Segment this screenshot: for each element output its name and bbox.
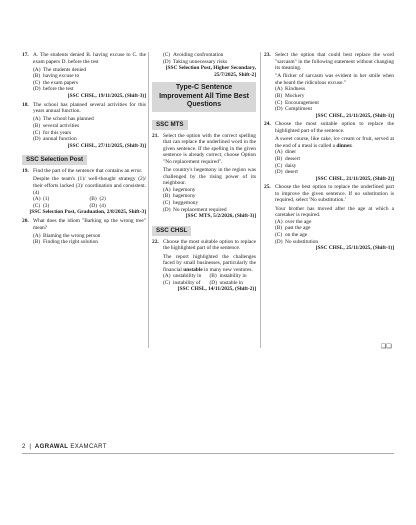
question-text: The school has planned several activities for this years annual function. [33,101,146,115]
question-source: [SSC CHSL, 25/11/2025, (Shift-1)] [315,245,394,252]
question-18 [22,102,146,150]
question-source: [SSC MTS, 5/2/2026, (Shift-3)] [185,213,256,220]
option: (D) Compliment [275,106,312,113]
column-right [264,52,394,254]
option: (D) No substitution [275,238,319,245]
option-row [152,273,256,280]
option: (B) past the age [275,225,311,232]
question-number: 19. [22,168,29,175]
question-20-continued [152,52,256,78]
question-text: Choose the most suitable option to replace the highlighted part of the sentence. [163,238,256,252]
question-number: 18. [22,101,29,108]
option-row [22,196,146,203]
option: (C) for this years [33,129,72,136]
question-text: Choose the most suitable option to replace the highlighted part of the sentence. [275,121,394,135]
question-number: 25. [264,184,271,191]
question-21 [152,133,256,220]
question-body: The report highlighted the challenges faced by small businesses, particularly the financial unstable in many new ventures. [163,253,256,273]
question-23 [264,52,394,119]
option: (C) on the age [275,231,308,238]
column-middle [152,52,256,295]
option: (D) annual function [33,136,77,143]
option: (B) (2) [89,196,106,203]
question-text: Find the part of the sentence that contains an error. [33,168,143,175]
question-number: 23. [264,52,271,58]
question-body: Despite the team's (1)/ well-thought strategy (2)/ their efforts lacked (3)/ coordination and consistent. (4) [33,176,146,196]
question-19 [22,168,146,216]
page-number: 2 [22,444,26,450]
option: (A) diner [275,149,297,156]
option: (D) before the test [33,86,74,93]
question-17 [22,52,146,100]
exam-header: SSC CHSL [152,226,191,236]
question-24 [264,121,394,182]
option: (D) desert [275,169,298,176]
option: (B) Finding the right solution [33,239,98,246]
column-left [22,52,146,246]
question-text: Select the option that could best replace the word "sarcasm" in the following statement without changing its meaning. [275,52,394,72]
option: (A) (1) [33,196,50,203]
option: (D) Taking unnecessary risks [163,58,228,65]
option: (B) dessert [275,155,300,162]
option: (C) Encouragement [275,99,319,106]
option: (B) hagemony [163,193,196,200]
question-22 [152,239,256,293]
option: (B) instability in [209,273,247,280]
question-25 [264,184,394,251]
section-header: SSC Selection Post [22,155,87,165]
question-body: The country's hegemony in the region was challenged by the rising power of its neighbour. [163,167,256,187]
question-source: [SSC CHSL, 14/11/2025, (Shift-2)] [177,286,256,293]
option: (A) Kindness [275,86,306,93]
option: (C) (3) [33,202,50,209]
question-source: [SSC Selection Post, Higher Secondary, 25/7/2025, Shift-2] [165,65,256,78]
question-number: 20. [22,217,29,224]
highlighted-word: unstable [183,266,203,273]
option: (C) the exam papers [33,79,79,86]
option: (C) heggemony [163,200,199,207]
exam-header: SSC MTS [152,120,188,130]
question-20 [22,218,146,246]
option: (D) No replacement required [163,206,227,213]
question-text: Choose the best option to replace the underlined part to improve the given sentence. If no substitution is required, select 'No substitution.' [275,184,394,204]
footer-divider [22,453,394,454]
question-number: 24. [264,121,271,128]
option: (A) Blaming the wrong person [33,232,101,239]
question-text: A. The students denied B. having excuse to C. the exam papers D. before the test [33,52,146,65]
option: (A) over the age [275,218,312,225]
highlighted-word: dinner. [336,142,353,149]
option: (D) unstable in [209,279,244,286]
question-source: [SSC CHSL, 19/11/2025, (Shift-3)] [67,93,146,100]
page-footer [22,443,107,451]
column-divider [260,52,261,348]
option-row [22,203,146,210]
footer-separator: | [29,444,31,450]
option: (B) several activities [33,122,80,129]
section-header: Type-C Sentence Improvement All Time Best Questions [152,82,256,111]
question-number: 22. [152,238,159,245]
option: (A) unstability in [163,273,202,280]
question-body: Your brother has moved after the age at which a caretaker is required. [275,205,394,219]
option: (D) (4) [89,202,106,209]
question-source: [SSC CHSL, 21/11/2025, (Shift-1)] [315,112,394,119]
question-source: [SSC CHSL, 27/11/2025, (Shift-3)] [67,142,146,149]
question-body: A sweet course, like cake, ice cream or fruit, served at the end of a meal is called a dinner. [275,136,394,149]
option: (C) instability of [163,279,201,286]
option: (C) Avoiding confrontation [163,52,224,58]
question-number: 21. [152,132,159,139]
question-text: Select the option with the correct spelling that can replace the underlined word in the given sentence. If the spelling in the given sentence is already correct, choose Option "No replacement required". [163,132,256,165]
option: (A) hegemony [163,186,196,193]
quoted-statement: "A flicker of sarcasm was evident in her smile when she heard the ridiculous excuse." [275,73,394,86]
option: (C) daisy [275,162,297,169]
option: (A) The school has planned [33,116,94,123]
option: (B) having excuse to [33,73,80,80]
option: (A) The students denied [33,66,87,73]
question-number: 17. [22,52,29,58]
question-text: What does the idiom "Barking up the wrong tree" mean? [33,217,146,231]
column-divider [148,52,149,348]
question-source: [SSC CHSL, 21/11/2025, (Shift-2)] [315,175,394,182]
brand-logo: AGRAWAL EXAMCART [34,444,107,450]
question-source: [SSC Selection Post, Graduation, 2/8/2025, Shift-3] [29,209,146,216]
end-mark-icon: ❏❏ [381,343,392,350]
option: (B) Mockery [275,93,305,100]
